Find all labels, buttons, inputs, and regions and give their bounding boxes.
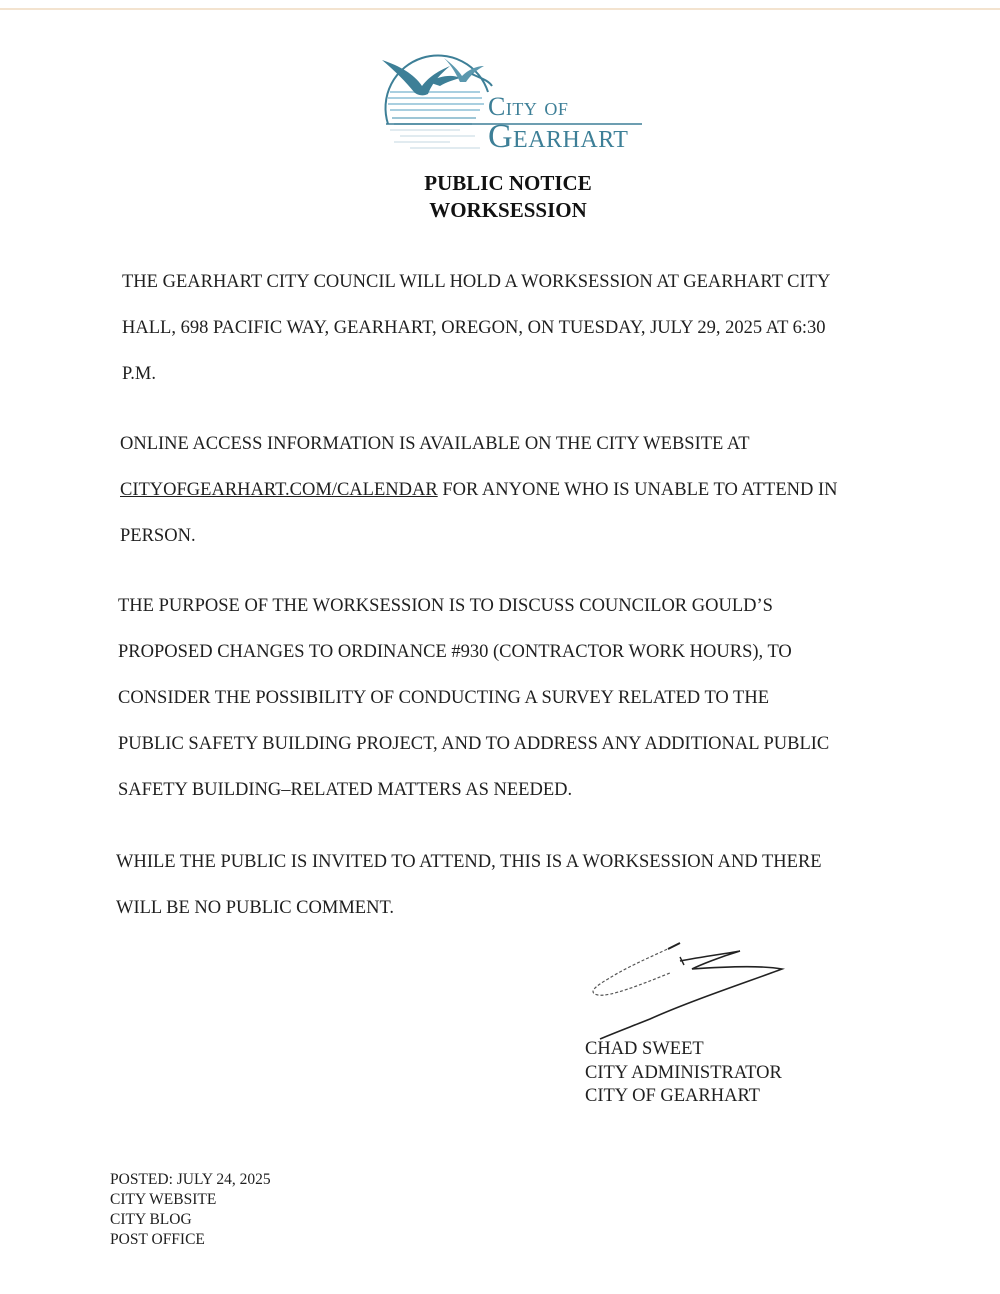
paragraph-line: HALL, 698 PACIFIC WAY, GEARHART, OREGON, ON TUESDAY, JULY 29, 2025 AT 6:30 bbox=[122, 318, 826, 338]
logo-city-of: City of bbox=[488, 92, 569, 121]
paragraph-line: SAFETY BUILDING–RELATED MATTERS AS NEEDED. bbox=[118, 780, 573, 800]
paragraph-line: PUBLIC SAFETY BUILDING PROJECT, AND TO ADDRESS ANY ADDITIONAL PUBLIC bbox=[118, 734, 830, 754]
city-logo bbox=[380, 52, 650, 162]
notice-title: PUBLIC NOTICE bbox=[424, 171, 592, 195]
paragraph-line: CONSIDER THE POSSIBILITY OF CONDUCTING A SURVEY RELATED TO THE bbox=[118, 688, 770, 708]
paragraph-line: WHILE THE PUBLIC IS INVITED TO ATTEND, THIS IS A WORKSESSION AND THERE bbox=[116, 852, 822, 872]
paragraph-line: THE PURPOSE OF THE WORKSESSION IS TO DISCUSS COUNCILOR GOULD’S bbox=[118, 596, 773, 616]
paragraph-purpose bbox=[118, 583, 829, 813]
paragraph-line: P.M. bbox=[122, 364, 156, 384]
posted-block bbox=[110, 1170, 271, 1250]
posted-location: POST OFFICE bbox=[110, 1231, 205, 1248]
logo-gearhart: Gearhart bbox=[488, 118, 629, 155]
posted-location: CITY WEBSITE bbox=[110, 1191, 217, 1208]
signer-name: CHAD SWEET bbox=[585, 1039, 704, 1059]
paragraph-line: THE GEARHART CITY COUNCIL WILL HOLD A WORKSESSION AT GEARHART CITY bbox=[122, 272, 831, 292]
paragraph-meeting-details bbox=[122, 259, 830, 397]
posted-location: CITY BLOG bbox=[110, 1211, 192, 1228]
paragraph-line-rest: FOR ANYONE WHO IS UNABLE TO ATTEND IN bbox=[437, 480, 838, 500]
signer-title: CITY ADMINISTRATOR bbox=[585, 1062, 782, 1083]
paragraph-line: ONLINE ACCESS INFORMATION IS AVAILABLE ON THE CITY WEBSITE AT bbox=[120, 434, 750, 454]
paragraph-line: PERSON. bbox=[120, 526, 196, 546]
paragraph-line: WILL BE NO PUBLIC COMMENT. bbox=[116, 898, 394, 918]
paragraph-line: PROPOSED CHANGES TO ORDINANCE #930 (CONTRACTOR WORK HOURS), TO bbox=[118, 642, 792, 662]
posted-date: POSTED: JULY 24, 2025 bbox=[110, 1171, 271, 1188]
handwritten-signature bbox=[580, 935, 800, 1045]
page-top-rule bbox=[0, 8, 1000, 10]
calendar-link[interactable]: CITYOFGEARHART.COM/CALENDAR bbox=[120, 480, 438, 500]
paragraph-line bbox=[120, 467, 838, 513]
paragraph-online-access bbox=[120, 421, 838, 559]
signer-org: CITY OF GEARHART bbox=[585, 1086, 760, 1106]
paragraph-no-comment bbox=[116, 839, 822, 931]
signature-block bbox=[585, 1038, 782, 1109]
notice-subtitle: WORKSESSION bbox=[429, 198, 587, 222]
